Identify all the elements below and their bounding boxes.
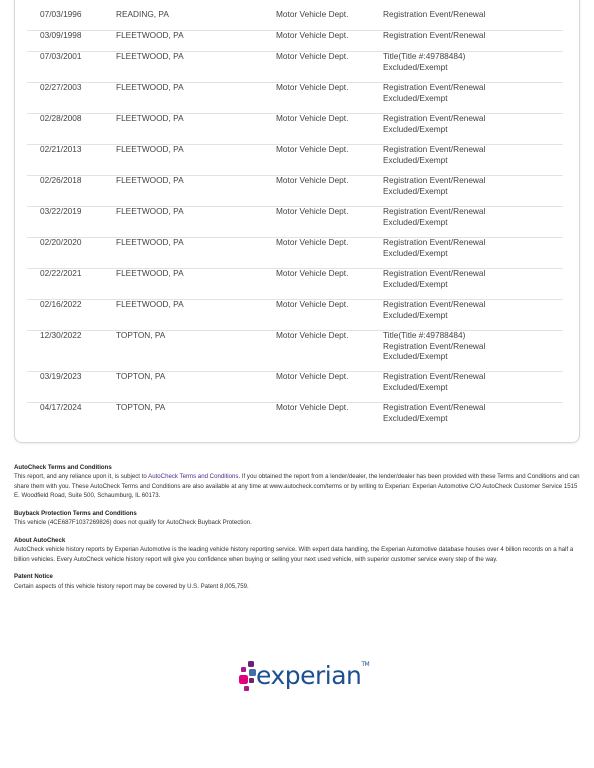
history-date: 02/28/2008 xyxy=(40,113,82,123)
history-date: 12/30/2022 xyxy=(40,330,82,340)
history-comment-line: Registration Event/Renewal xyxy=(383,82,486,92)
history-date: 02/16/2022 xyxy=(40,299,82,309)
history-row xyxy=(27,299,563,331)
history-location: FLEETWOOD, PA xyxy=(116,144,184,154)
history-comment-line: Excluded/Exempt xyxy=(383,154,448,165)
history-row xyxy=(27,402,563,433)
terms-heading: AutoCheck Terms and Conditions xyxy=(14,464,112,471)
terms-text xyxy=(14,472,580,500)
history-location: FLEETWOOD, PA xyxy=(116,51,184,61)
history-source: Motor Vehicle Dept. xyxy=(276,51,349,61)
history-date: 07/03/2001 xyxy=(40,51,82,61)
history-source: Motor Vehicle Dept. xyxy=(276,371,349,381)
history-comment-line: Registration Event/Renewal xyxy=(383,30,486,40)
experian-logo xyxy=(238,659,368,697)
history-comment-line: Excluded/Exempt xyxy=(383,185,448,196)
history-date: 03/19/2023 xyxy=(40,371,82,381)
history-location: FLEETWOOD, PA xyxy=(116,268,184,278)
history-source: Motor Vehicle Dept. xyxy=(276,9,349,19)
history-comment-line: Excluded/Exempt xyxy=(383,351,448,361)
history-row xyxy=(27,113,563,145)
history-date: 03/22/2019 xyxy=(40,206,82,216)
history-source: Motor Vehicle Dept. xyxy=(276,330,349,340)
about-heading: About AutoCheck xyxy=(14,536,66,544)
history-location: FLEETWOOD, PA xyxy=(116,206,184,216)
history-comment-line: Title(Title #:49788484) xyxy=(383,51,466,61)
history-location: FLEETWOOD, PA xyxy=(116,113,184,123)
terms-text-after: . If you obtained the report from a lender/dealer, the lender/dealer has been provided with these Terms and Conditions and can share them with you. These AutoCheck Terms and Conditions are also available at any time at www.autocheck.com/terms or by writing to Experian: Experian Automotive C/O AutoCheck Customer Service 1515 E. Woodfield Road, Suite 500, Schaumburg, IL 60173. xyxy=(14,473,580,499)
history-comment-line: Excluded/Exempt xyxy=(383,61,448,72)
history-source: Motor Vehicle Dept. xyxy=(276,299,349,309)
about-block xyxy=(14,536,580,564)
about-text: AutoCheck vehicle history reports by Experian Automotive is the leading vehicle history reporting service. With expert data handling, the Experian Automotive database houses over 4 billion records on a half a billion vehicles. Every AutoCheck vehicle history report will give you confidence when buying or selling your next used vehicle, with superior customer service every step of the way. xyxy=(14,546,574,563)
experian-dots-icon xyxy=(238,661,258,693)
terms-link[interactable]: AutoCheck Terms and Conditions xyxy=(148,473,239,481)
history-comment-line: Registration Event/Renewal xyxy=(383,144,486,154)
terms-text-before: This report, and any reliance upon it, is subject to xyxy=(14,473,149,481)
history-comment-line: Excluded/Exempt xyxy=(383,278,448,289)
history-date: 03/09/1998 xyxy=(40,30,82,40)
history-source: Motor Vehicle Dept. xyxy=(276,268,349,278)
history-source: Motor Vehicle Dept. xyxy=(276,144,349,154)
history-comments xyxy=(383,30,563,41)
history-row xyxy=(27,330,563,372)
notes-section xyxy=(14,463,580,600)
history-comments xyxy=(383,237,563,258)
history-source: Motor Vehicle Dept. xyxy=(276,206,349,216)
history-comment-line: Excluded/Exempt xyxy=(383,216,448,227)
history-comments xyxy=(383,175,563,196)
history-comments xyxy=(383,268,563,289)
history-row xyxy=(27,206,563,238)
history-comments xyxy=(383,299,563,320)
history-location: FLEETWOOD, PA xyxy=(116,299,184,309)
history-card xyxy=(14,0,580,443)
history-location: TOPTON, PA xyxy=(116,402,166,412)
history-comment-line: Registration Event/Renewal xyxy=(383,402,486,412)
history-comments xyxy=(383,330,563,362)
buyback-heading: Buyback Protection Terms and Conditions xyxy=(14,509,137,517)
history-row xyxy=(27,237,563,269)
patent-text: Certain aspects of this vehicle history report may be covered by U.S. Patent 8,005,759. xyxy=(14,582,249,590)
buyback-text: This vehicle (4CE687F1037269826) does not qualify for AutoCheck Buyback Protection. xyxy=(14,519,252,527)
history-row xyxy=(27,268,563,300)
terms-block xyxy=(14,463,580,500)
patent-heading: Patent Notice xyxy=(14,573,53,581)
history-comments xyxy=(383,402,563,423)
history-date: 07/03/1996 xyxy=(40,9,82,19)
history-comment-line: Excluded/Exempt xyxy=(383,123,448,134)
history-source: Motor Vehicle Dept. xyxy=(276,113,349,123)
history-location: FLEETWOOD, PA xyxy=(116,175,184,185)
history-comment-line: Registration Event/Renewal xyxy=(383,371,486,381)
history-comment-line: Registration Event/Renewal xyxy=(383,9,486,19)
history-date: 02/27/2003 xyxy=(40,82,82,92)
patent-block xyxy=(14,572,580,591)
history-location: READING, PA xyxy=(116,9,169,19)
history-comment-line: Registration Event/Renewal xyxy=(383,268,486,278)
experian-tm: TM xyxy=(361,661,370,668)
history-row xyxy=(27,144,563,176)
history-comment-line: Registration Event/Renewal xyxy=(383,113,486,123)
history-row xyxy=(27,9,563,31)
history-date: 04/17/2024 xyxy=(40,402,82,412)
history-comment-line: Title(Title #:49788484) xyxy=(383,330,466,340)
history-row xyxy=(27,371,563,403)
history-comments xyxy=(383,113,563,134)
experian-wordmark xyxy=(256,661,369,690)
history-source: Motor Vehicle Dept. xyxy=(276,82,349,92)
history-location: TOPTON, PA xyxy=(116,371,166,381)
history-comments xyxy=(383,82,563,103)
history-source: Motor Vehicle Dept. xyxy=(276,30,349,40)
history-location: TOPTON, PA xyxy=(116,330,166,340)
history-comments xyxy=(383,371,563,392)
history-source: Motor Vehicle Dept. xyxy=(276,237,349,247)
history-comment-line: Registration Event/Renewal xyxy=(383,175,486,185)
history-location: FLEETWOOD, PA xyxy=(116,237,184,247)
history-row xyxy=(27,82,563,114)
history-row xyxy=(27,51,563,83)
history-comment-line: Excluded/Exempt xyxy=(383,247,448,258)
history-comments xyxy=(383,144,563,165)
history-date: 02/20/2020 xyxy=(40,237,82,247)
history-comment-line: Registration Event/Renewal xyxy=(383,237,486,247)
history-comments xyxy=(383,9,563,20)
history-source: Motor Vehicle Dept. xyxy=(276,402,349,412)
history-date: 02/26/2018 xyxy=(40,175,82,185)
experian-wordmark-text: experian xyxy=(256,661,362,690)
history-row xyxy=(27,30,563,52)
history-comments xyxy=(383,206,563,227)
history-comment-line: Excluded/Exempt xyxy=(383,381,448,392)
buyback-block xyxy=(14,509,580,528)
history-comment-line: Excluded/Exempt xyxy=(383,412,448,423)
history-comments xyxy=(383,51,563,72)
history-location: FLEETWOOD, PA xyxy=(116,82,184,92)
history-row xyxy=(27,175,563,207)
history-comment-line: Registration Event/Renewal xyxy=(383,206,486,216)
history-date: 02/22/2021 xyxy=(40,268,82,278)
history-comment-line: Excluded/Exempt xyxy=(383,92,448,103)
history-date: 02/21/2013 xyxy=(40,144,82,154)
history-source: Motor Vehicle Dept. xyxy=(276,175,349,185)
history-location: FLEETWOOD, PA xyxy=(116,30,184,40)
history-comment-line: Excluded/Exempt xyxy=(383,309,448,320)
history-comment-line: Registration Event/Renewal xyxy=(383,340,486,351)
history-comment-line: Registration Event/Renewal xyxy=(383,299,486,309)
